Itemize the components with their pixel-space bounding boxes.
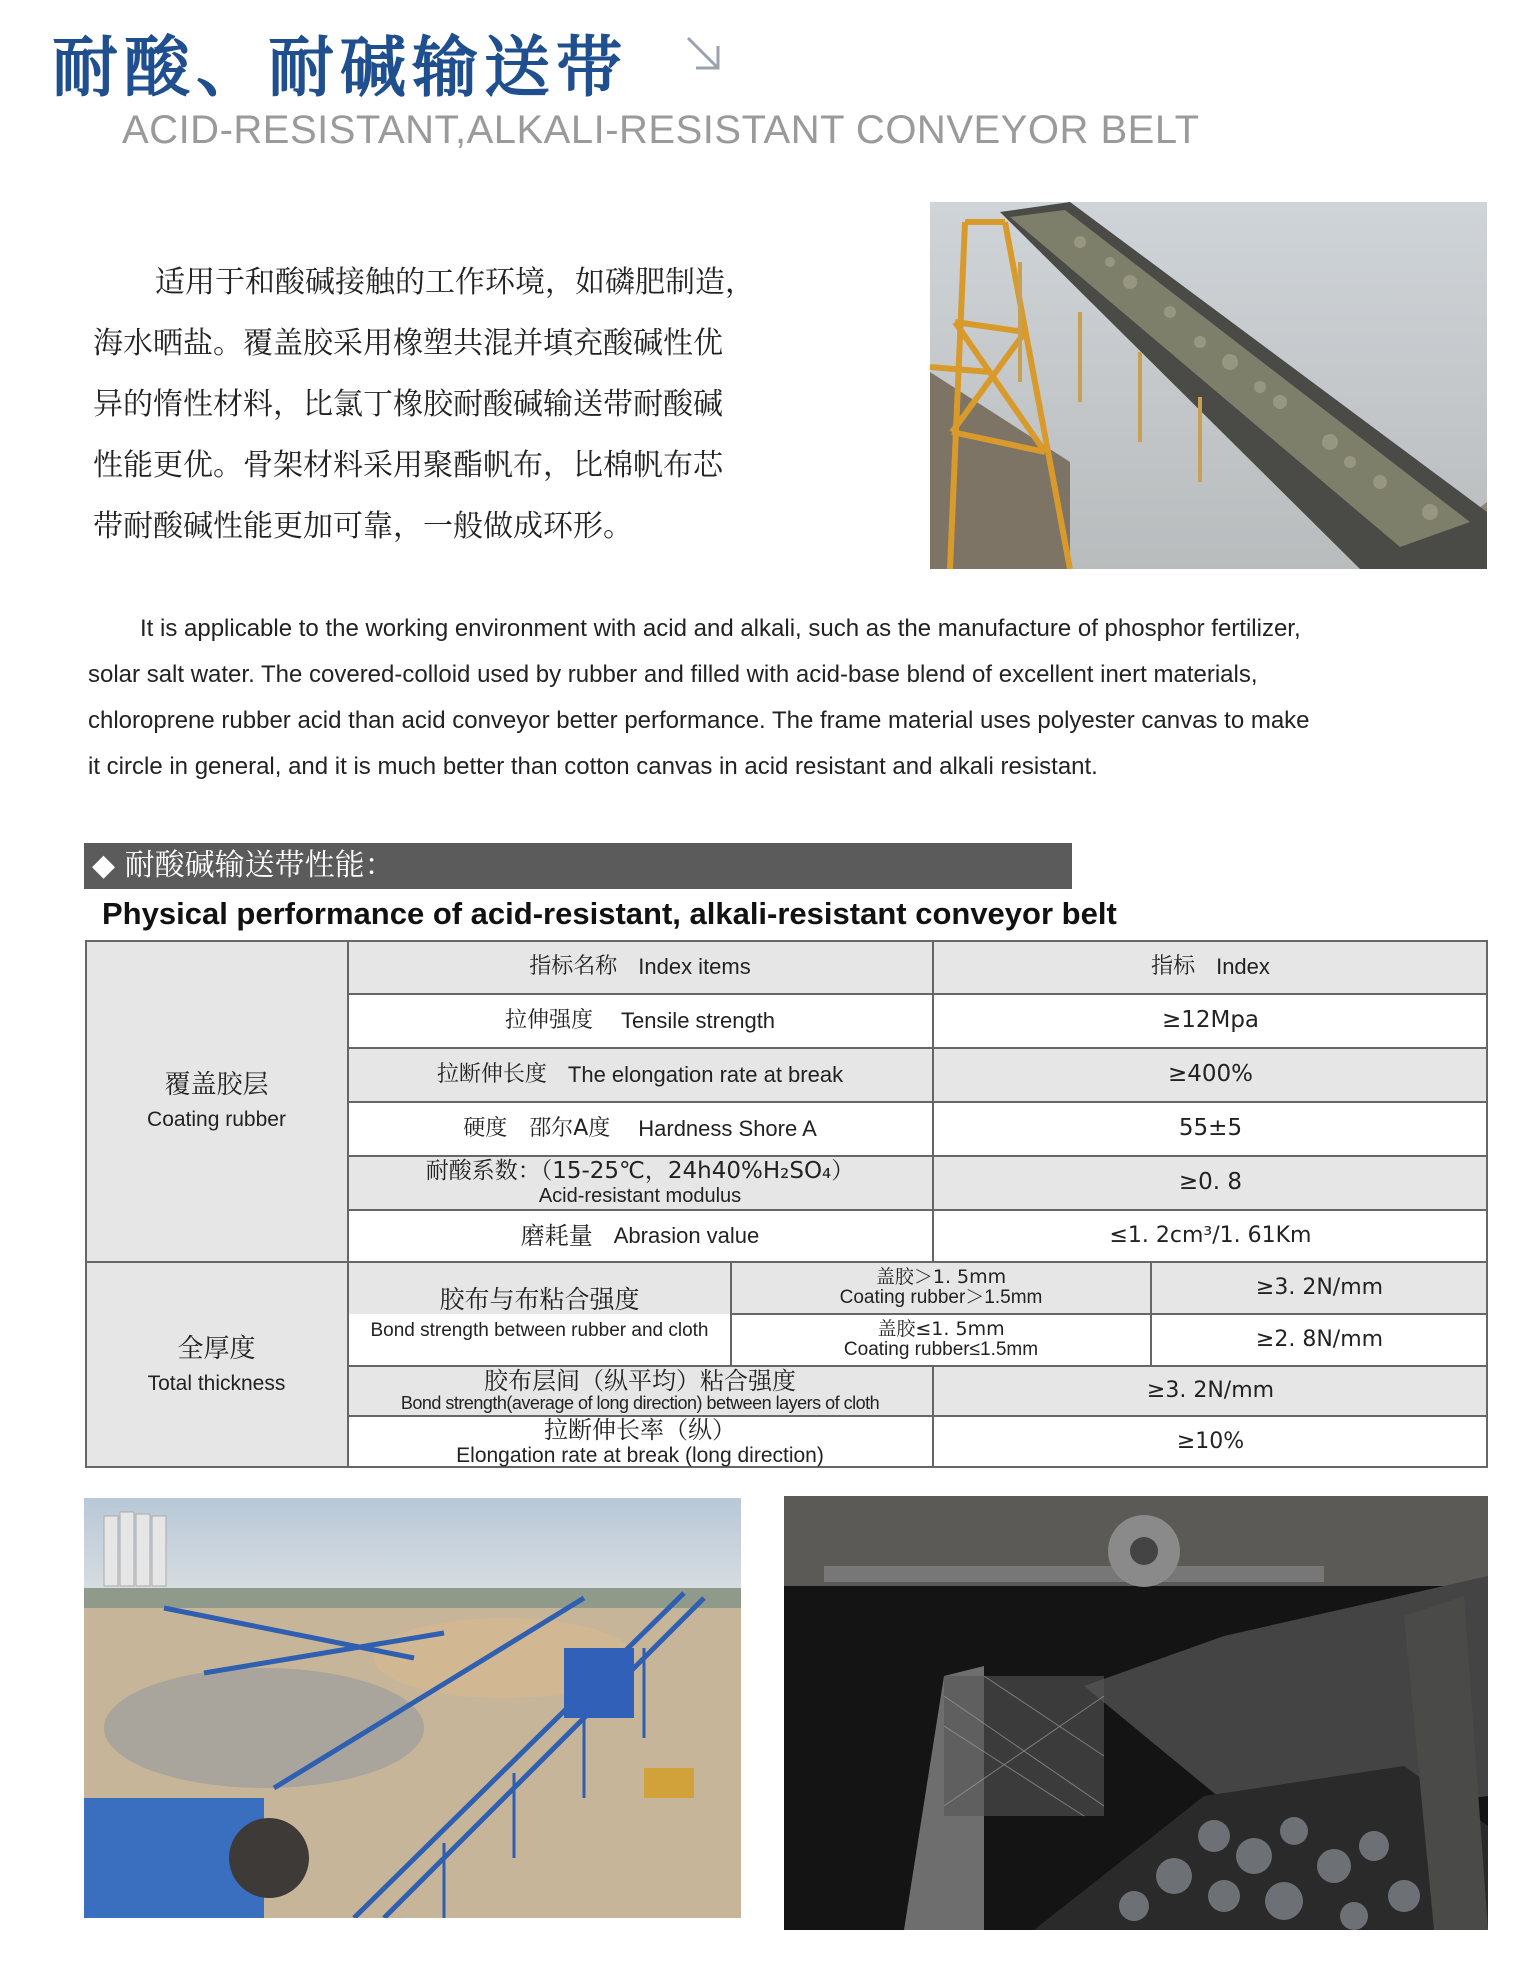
section-title: Physical performance of acid-resistant, alkali-resistant conveyor belt [102, 896, 1117, 931]
intro-en-line: it circle in general, and it is much better than cotton canvas in acid resistant and alkali resistant. [88, 753, 1098, 780]
row-label-en: Hardness Shore A [638, 1115, 817, 1141]
arrow-down-right-icon [680, 30, 728, 78]
coal-conveyor-photo [784, 1496, 1488, 1930]
intro-cn-line: 适用于和酸碱接触的工作环境，如磷肥制造， [155, 265, 755, 300]
table-row-label [348, 994, 932, 1048]
row-value: ≥2. 8N/mm [1255, 1326, 1384, 1352]
page-subtitle: ACID-RESISTANT,ALKALI-RESISTANT CONVEYOR BELT [122, 108, 1200, 152]
row-label-cn: 胶布与布粘合强度 [439, 1284, 640, 1314]
intro-en-line: It is applicable to the working environment with acid and alkali, such as the manufacture of phosphor fertilizer, [140, 615, 1301, 642]
table-row-label [348, 1102, 932, 1156]
row-value: ≥3. 2N/mm [1255, 1274, 1384, 1300]
section-bar: ◆ 耐酸碱输送带性能： [84, 843, 1072, 889]
quarry-photo [84, 1498, 741, 1918]
row-label-en: The elongation rate at break [567, 1061, 844, 1087]
row-label-en: Bond strength between rubber and cloth [370, 1320, 709, 1342]
row-value: ≥400% [1167, 1061, 1254, 1088]
row-value: 55±5 [1178, 1115, 1243, 1142]
header-item-cn: 指标名称 [529, 953, 618, 979]
table-row-label [348, 1048, 932, 1102]
intro-cn-line: 异的惰性材料，比氯丁橡胶耐酸碱输送带耐酸碱 [93, 387, 723, 422]
row-label-cn: 胶布层间（纵平均）粘合强度 [484, 1366, 796, 1395]
group-label-en: Coating rubber [147, 1107, 286, 1131]
row-label-en: Bond strength(average of long direction) between layers of cloth [400, 1393, 880, 1414]
row-value: ≥10% [1176, 1428, 1245, 1454]
row-value: ≥12Mpa [1161, 1007, 1260, 1034]
row-label-cn: 拉断伸长率（纵） [544, 1416, 736, 1445]
intro-en-line: chloroprene rubber acid than acid conveyor better performance. The frame material uses polyester canvas to make [88, 707, 1310, 734]
header-item-en: Index items [638, 953, 751, 979]
bond-sub-label [731, 1314, 1151, 1366]
group-coating-rubber [85, 940, 348, 1262]
intro-en-line: solar salt water. The covered-colloid used by rubber and filled with acid-base blend of excellent inert materials, [88, 661, 1258, 688]
row-label-en: Tensile strength [620, 1007, 776, 1033]
bond-sub-label [731, 1262, 1151, 1314]
row-label-en: Acid-resistant modulus [538, 1184, 742, 1207]
spec-table [85, 940, 1488, 1468]
group-label-cn: 全厚度 [177, 1334, 256, 1365]
row-value: ≥3. 2N/mm [1146, 1377, 1275, 1403]
sub-label-en: Coating rubber＞1.5mm [839, 1287, 1043, 1308]
page-title: 耐酸、耐碱输送带 [52, 29, 628, 106]
group-total-thickness [85, 1262, 348, 1468]
header-index-en: Index [1216, 953, 1270, 979]
sub-label-en: Coating rubber≤1.5mm [843, 1339, 1039, 1360]
header-index-cn: 指标 [1151, 953, 1196, 979]
sub-label-cn: 盖胶＞1. 5mm [875, 1266, 1007, 1289]
row-label-en: Abrasion value [613, 1222, 760, 1248]
row-label-en: Elongation rate at break (long direction) [456, 1443, 824, 1467]
intro-paragraph-en [88, 606, 1513, 790]
row-value: ≥0. 8 [1178, 1169, 1243, 1196]
bond-strength-label [348, 1262, 731, 1366]
group-label-cn: 覆盖胶层 [164, 1070, 269, 1101]
row-label-cn: 拉断伸长度 [436, 1061, 547, 1087]
header-index [933, 940, 1488, 994]
table-row-label [348, 1366, 932, 1416]
sub-label-cn: 盖胶≤1. 5mm [877, 1318, 1005, 1341]
row-value: ≤1. 2cm³/1. 61Km [1109, 1222, 1312, 1248]
conveyor-photo-top [930, 202, 1487, 569]
intro-paragraph-cn [93, 252, 813, 557]
group-label-en: Total thickness [147, 1371, 286, 1395]
row-label-cn: 硬度 邵尔A度 [463, 1115, 611, 1141]
row-label-cn: 拉伸强度 [504, 1007, 593, 1033]
intro-cn-line: 海水晒盐。覆盖胶采用橡塑共混并填充酸碱性优 [93, 326, 723, 361]
row-label-cn: 耐酸系数：（15-25℃，24h40%H₂SO₄） [425, 1158, 855, 1185]
table-row-label [348, 1416, 932, 1468]
table-row-label [348, 1156, 932, 1210]
intro-cn-line: 带耐酸碱性能更加可靠，一般做成环形。 [93, 509, 633, 544]
intro-cn-line: 性能更优。骨架材料采用聚酯帆布，比棉帆布芯 [93, 448, 723, 483]
row-label-cn: 磨耗量 [520, 1221, 593, 1250]
header-index-items [348, 940, 932, 994]
table-row-label [348, 1210, 932, 1262]
